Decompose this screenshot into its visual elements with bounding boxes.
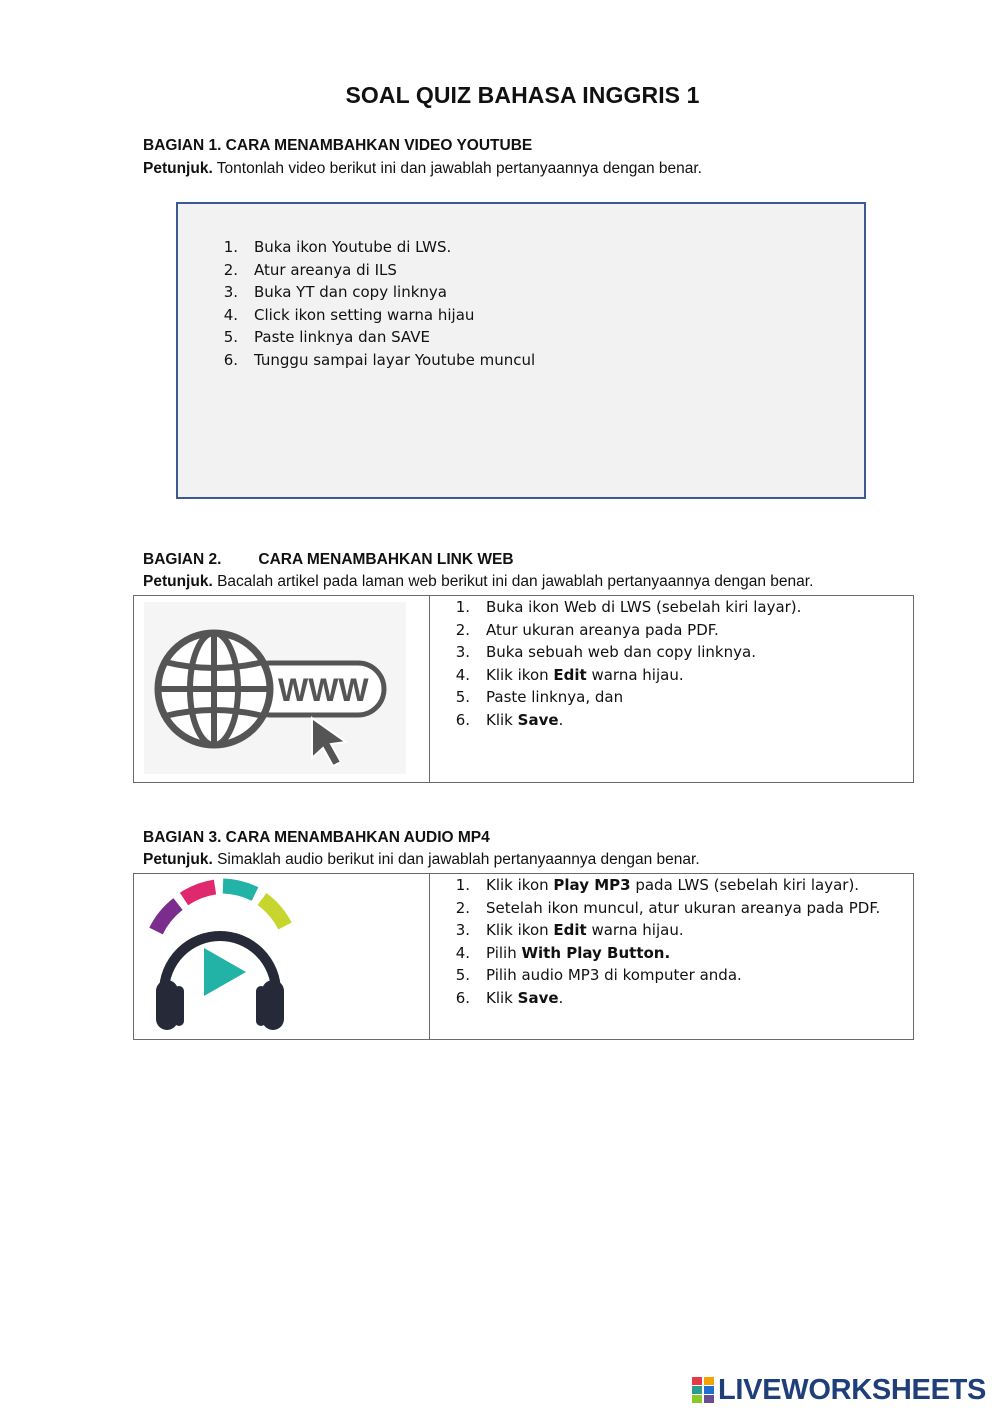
list-item: 1. Buka ikon Web di LWS (sebelah kiri layar). — [455, 598, 802, 616]
section3-steps-cell — [440, 874, 913, 1010]
list-item: 6. Klik Save. — [455, 988, 564, 1007]
table-divider — [429, 874, 430, 1039]
section2-heading-title: CARA MENAMBAHKAN LINK WEB — [258, 551, 514, 568]
liveworksheets-logo-icon — [692, 1377, 714, 1403]
list-item: 5. Paste linknya dan SAVE — [223, 328, 430, 347]
section1-steps — [208, 236, 864, 372]
section1-heading: BAGIAN 1. CARA MENAMBAHKAN VIDEO YOUTUBE — [143, 137, 533, 154]
list-item: 1. Klik ikon Play MP3 pada LWS (sebelah kiri layar). — [455, 876, 860, 894]
list-item: 2. Atur ukuran areanya pada PDF. — [455, 620, 719, 639]
list-item: 2. Atur areanya di ILS — [223, 260, 397, 279]
video-placeholder-box[interactable] — [176, 202, 866, 499]
audio-image-cell — [134, 874, 429, 1039]
section2-heading — [143, 551, 514, 569]
section3-steps — [440, 874, 913, 1010]
section3-table — [133, 873, 914, 1040]
headphones-play-icon — [134, 874, 429, 1039]
list-item: 6. Tunggu sampai layar Youtube muncul — [223, 350, 536, 369]
section3-instruction — [143, 851, 700, 869]
section2-instruction-text: Bacalah artikel pada laman web berikut ini dan jawablah pertanyaannya dengan benar. — [212, 573, 814, 590]
section1-instruction-label: Petunjuk. — [143, 160, 213, 177]
www-globe-icon — [134, 596, 429, 782]
list-item: 3. Buka YT dan copy linknya — [223, 283, 447, 302]
list-item: 6. Klik Save. — [455, 710, 564, 729]
section3-heading: BAGIAN 3. CARA MENAMBAHKAN AUDIO MP4 — [143, 829, 490, 846]
page-title: SOAL QUIZ BAHASA INGGRIS 1 — [345, 82, 700, 108]
list-item: 1. Buka ikon Youtube di LWS. — [223, 238, 452, 256]
list-item: 4. Klik ikon Edit warna hijau. — [455, 665, 684, 684]
list-item: 5. Pilih audio MP3 di komputer anda. — [455, 966, 742, 985]
section1-instruction-text: Tontonlah video berikut ini dan jawablah pertanyaannya dengan benar. — [212, 160, 702, 177]
liveworksheets-logo-text: LIVEWORKSHEETS — [718, 1373, 987, 1406]
list-item: 4. Pilih With Play Button. — [455, 943, 671, 962]
web-image-cell — [134, 596, 429, 782]
section2-table — [133, 595, 914, 783]
section3-instruction-text: Simaklah audio berikut ini dan jawablah pertanyaannya dengan benar. — [212, 851, 700, 868]
section2-steps-cell — [440, 596, 913, 732]
section2-instruction — [143, 573, 813, 591]
liveworksheets-logo — [692, 1373, 986, 1407]
list-item: 3. Buka sebuah web dan copy linknya. — [455, 643, 756, 662]
list-item: 3. Klik ikon Edit warna hijau. — [455, 921, 684, 940]
www-text: WWW — [278, 672, 369, 708]
section1-instruction — [143, 160, 702, 178]
table-divider — [429, 596, 430, 782]
section2-instruction-label: Petunjuk. — [143, 573, 213, 590]
section2-steps — [440, 596, 913, 732]
section3-instruction-label: Petunjuk. — [143, 851, 213, 868]
list-item: 2. Setelah ikon muncul, atur ukuran areanya pada PDF. — [455, 898, 881, 917]
list-item: 4. Click ikon setting warna hijau — [223, 305, 475, 324]
list-item: 5. Paste linknya, dan — [455, 688, 624, 707]
play-icon — [204, 948, 246, 996]
section2-heading-number: BAGIAN 2. — [143, 551, 222, 568]
